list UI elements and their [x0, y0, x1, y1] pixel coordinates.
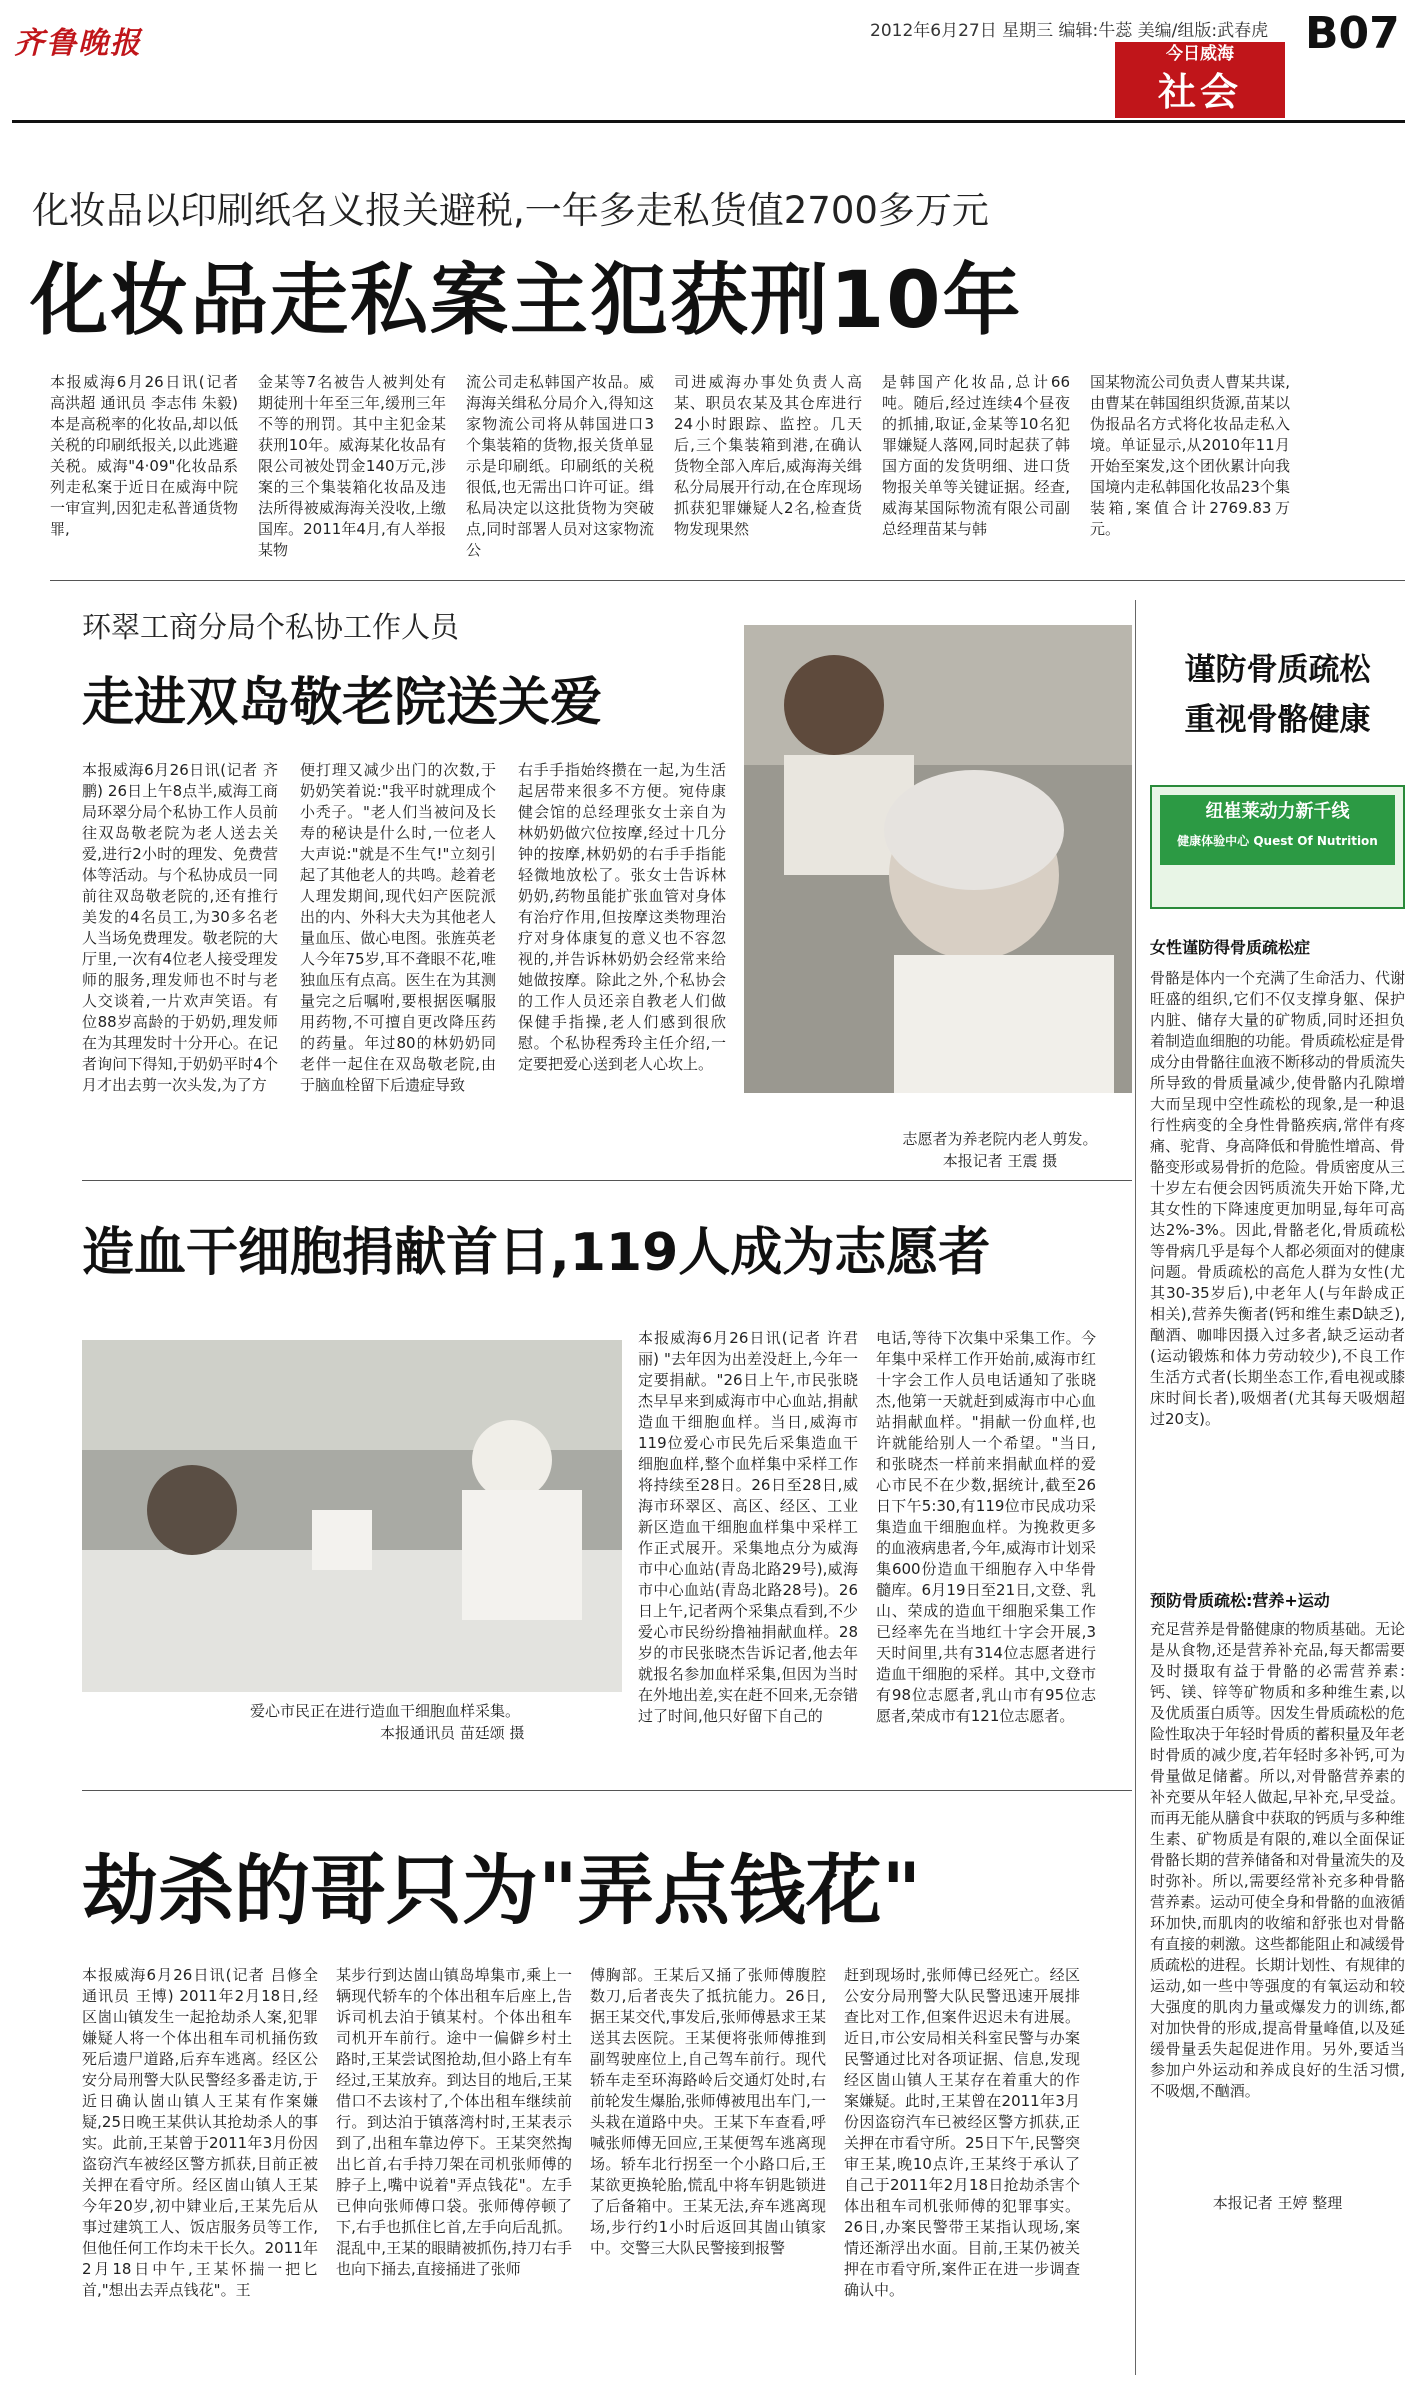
sidebar-divider: [1135, 600, 1136, 2375]
section-name: 社会: [1115, 66, 1285, 118]
sidebar-credit: 本报记者 王婷 整理: [1212, 2194, 1343, 2212]
story1-column-5: 是韩国产化妆品,总计66吨。随后,经过连续4个昼夜的抓捕,取证,金某等10名犯罪嫌疑人落网,同时起获了韩国方面的发货明细、进口货物报关单等关键证据。经查,威海某国际物流有限公司副总经理苗某与韩: [882, 373, 1070, 538]
story1-column-3: 流公司走私韩国产妆品。威海海关缉私分局介入,得知这家物流公司将从韩国进口3个集装箱的货物,报关货单显示是印刷纸。印刷纸的关税很低,也无需出口许可证。缉私局决定以这批货物为突破点,同时部署人员对这家物流公: [466, 373, 654, 559]
story4-column-1: 本报威海6月26日讯(记者 吕修全 通讯员 王博) 2011年2月18日,经区崮山镇发生一起抢劫杀人案,犯罪嫌疑人将一个体出租车司机捅伤致死后遗尸道路,后弃车逃离。经区公安分局刑警大队民警经多番走访,于近日确认崮山镇人王某有作案嫌疑,25日晚王某供认其抢劫杀人的事实。此前,王某曾于2011年3月份因盗窃汽车被经区警方抓获,目前正被关押在看守所。经区崮山镇人王某今年20岁,初中肄业后,王某先后从事过建筑工人、饭店服务员等工作,但他任何工作均未干长久。2011年2月18日中午,王某怀揣一把匕首,"想出去弄点钱花"。王: [82, 1966, 318, 2299]
story3-photo-credit: 本报通讯员 苗廷颂 摄: [380, 1724, 525, 1742]
blood-sampling-photo: [82, 1340, 622, 1692]
story1-column-1: 本报威海6月26日讯(记者 高洪超 通讯员 李志伟 朱毅) 本是高税率的化妆品,却以低关税的印刷纸报关,以此逃避关税。威海"4·09"化妆品系列走私案于近日在威海中院一审宣判,因犯走私普通货物罪,: [50, 373, 238, 538]
story1-column-4: 司进威海办事处负责人高某、职员农某及其仓库进行24小时跟踪、监控。几天后,三个集装箱到港,在确认货物全部入库后,威海海关缉私分局展开行动,在仓库现场抓获犯罪嫌疑人2名,检查货物发现果然: [674, 373, 862, 538]
sidebar-title-line2: 重视骨骼健康: [1184, 702, 1371, 738]
story3-headline: 造血干细胞捐献首日,119人成为志愿者: [82, 1223, 991, 1283]
blood-sampling-photo-illustration: [82, 1340, 622, 1692]
story1-divider: [50, 580, 1405, 581]
sidebar-paragraph-1: 骨骼是体内一个充满了生命活力、代谢旺盛的组织,它们不仅支撑身躯、保护内脏、储存大量的矿物质,同时还担负着制造血细胞的功能。骨质疏松症是骨成分由骨骼往血液不断移动的骨质流失所导致的骨质量减少,使骨骼内孔隙增大而呈现中空性疏松的现象,是一种退行性病变的全身性骨骼疾病,常伴有疼痛、驼背、身高降低和骨脆性增高、骨骼变形或易骨折的危险。骨质密度从三十岁左右便会因钙质流失开始下降,尤其女性的下降速度更加明显,每年可高达2%-3%。因此,骨骼老化,骨质疏松等骨病几乎是每个人都必须面对的健康问题。骨质疏松的高危人群为女性(尤其30-35岁后),中老年人(与年龄成正相关),营养失衡者(钙和维生素D缺乏),酗酒、咖啡因摄入过多者,缺乏运动者(运动锻炼和体力劳动较少),不良工作生活方式者(长期坐态工作,看电视或膝床时间长者),吸烟者(尤其每天吸烟超过20支)。: [1150, 969, 1405, 1428]
story4-column-2: 某步行到达崮山镇岛埠集市,乘上一辆现代轿车的个体出租车后座上,告诉司机去泊于镇某村。个体出租车司机开车前行。途中一偏僻乡村土路时,王某尝试图抢劫,但小路上有车经过,王某放弃。到达目的地后,王某借口不去该村了,个体出租车继续前行。到达泊于镇落湾村时,王某表示到了,出租车靠边停下。王某突然掏出匕首,右手持刀架在司机张师傅的脖子上,嘴中说着"弄点钱花"。左手已伸向张师傅口袋。张师傅停顿了下,右手也抓住匕首,左手向后乱抓。混乱中,王某的眼睛被抓伤,持刀右手也向下捅去,直接捅进了张师: [336, 1966, 572, 2278]
story2-column-2: 便打理又减少出门的次数,于奶奶笑着说:"我平时就理成个小秃子。"老人们当被问及长寿的秘诀是什么时,一位老人大声说:"就是不生气!"立刻引起了其他老人的共鸣。趁着老人理发期间,现代妇产医院派出的内、外科大夫为其他老人量血压、做心电图。张旌英老人今年75岁,耳不聋眼不花,唯独血压有点高。医生在为其测量完之后嘱咐,要根据医嘱服用药物,不可擅自更改降压药的药量。年过80的林奶奶同老伴一起住在双岛敬老院,由于脑血栓留下后遗症导致: [300, 761, 496, 1094]
story3-divider: [82, 1790, 1132, 1791]
promo-line2: 健康体验中心 Quest Of Nutrition: [1177, 834, 1378, 848]
section-top-label: 今日威海: [1115, 42, 1285, 66]
story4-column-3: 傅胸部。王某后又捅了张师傅腹腔数刀,后者丧失了抵抗能力。26日,据王某交代,事发后,张师傅悬求王某送其去医院。王某便将张师傅推到副驾驶座位上,自己驾车前行。现代轿车走至环海路岭后交通灯处时,右前轮发生爆胎,张师傅被甩出车门,一头栽在道路中央。王某下车查看,呼喊张师傅无回应,王某便驾车逃离现场。轿车北行拐至一个小路口后,王某欲更换轮胎,慌乱中将车钥匙锁进了后备箱中。王某无法,弃车逃离现场,步行约1小时后返回其崮山镇家中。交警三大队民警接到报警: [590, 1966, 826, 2257]
story1-column-6: 国某物流公司负责人曹某共谋,由曹某在韩国组织货源,苗某以伪报品名方式将化妆品走私入境。单证显示,从2010年11月开始至案发,这个团伙累计向我国境内走私韩国化妆品23个集装箱,案值合计2769.83万元。: [1090, 373, 1290, 538]
dateline: 2012年6月27日 星期三 编辑:牛蕊 美编/组版:武春虎: [870, 21, 1269, 41]
sidebar-subheading-1: 女性谨防得骨质疏松症: [1150, 938, 1311, 957]
story1-headline: 化妆品走私案主犯获刑10年: [30, 256, 1023, 346]
story3-photo-caption: 爱心市民正在进行造血干细胞血样采集。: [250, 1702, 521, 1720]
story2-column-1: 本报威海6月26日讯(记者 齐鹏) 26日上午8点半,威海工商局环翠分局个私协工作人员前往双岛敬老院为老人送去关爱,进行2小时的理发、免费营体等活动。与个私协成员一同前往双岛敬老院的,还有推行美发的4名员工,为30多名老人当场免费理发。敬老院的大厅里,一次有4位老人接受理发师的服务,理发师也不时与老人交谈着,一片欢声笑语。有位88岁高龄的于奶奶,理发师在为其理发时十分开心。在记者询问下得知,于奶奶平时4个月才出去剪一次头发,为了方: [82, 761, 278, 1094]
masthead-rule: [12, 120, 1405, 123]
sidebar-title-line1: 谨防骨质疏松: [1184, 652, 1371, 688]
story1-kicker: 化妆品以印刷纸名义报关避税,一年多走私货值2700多万元: [32, 189, 989, 232]
sidebar-subheading-2: 预防骨质疏松:营养+运动: [1150, 1591, 1330, 1610]
page-number: B07: [1305, 8, 1400, 59]
story2-divider: [82, 1180, 1132, 1181]
section-label: [1115, 42, 1285, 118]
story4-column-4: 赶到现场时,张师傅已经死亡。经区公安分局刑警大队民警迅速开展排查比对工作,但案件迟迟未有进展。近日,市公安局相关科室民警与办案民警通过比对各项证据、信息,发现经区崮山镇人王某存在着重大的作案嫌疑。此时,王某曾在2011年3月份因盗窃汽车已被经区警方抓获,正关押在市看守所。25日下午,民警突审王某,晚10点许,王某终于承认了自己于2011年2月18日抢劫杀害个体出租车司机张师傅的犯罪事实。26日,办案民警带王某指认现场,案情还渐浮出水面。目前,王某仍被关押在市看守所,案件正在进一步调查确认中。: [844, 1966, 1080, 2299]
story3-column-1: 本报威海6月26日讯(记者 许君丽) "去年因为出差没赶上,今年一定要捐献。"26日上午,市民张晓杰早早来到威海市中心血站,捐献造血干细胞血样。当日,威海市119位爱心市民先后采集造血干细胞血样,整个血样集中采样工作将持续至28日。26日至28日,威海市环翠区、高区、经区、工业新区造血干细胞血样集中采样工作正式展开。采集地点分为威海市中心血站(青岛北路29号),威海市中心血站(青岛北路28号)。26日上午,记者两个采集点看到,不少爱心市民纷纷撸袖捐献血样。28岁的市民张晓杰告诉记者,他去年就报名参加血样采集,但因为当时在外地出差,实在赶不回来,无奈错过了时间,他只好留下自己的: [638, 1329, 858, 1725]
haircut-photo-illustration: [744, 625, 1132, 1093]
sidebar-paragraph-2: 充足营养是骨骼健康的物质基础。无论是从食物,还是营养补充品,每天都需要及时摄取有益于骨骼的必需营养素:钙、镁、锌等矿物质和多种维生素,以及优质蛋白质等。因发生骨质疏松的危险性取决于年轻时骨质的蓄积量及年老时骨质的减少度,若年轻时多补钙,可为骨量做足储蓄。所以,对骨骼营养素的补充要从年轻人做起,早补充,早受益。而再无能从膳食中获取的钙质与多种维生素、矿物质是有限的,难以全面保证骨骼长期的营养储备和对骨量流失的及时弥补。所以,需要经常补充多种骨骼营养素。运动可使全身和骨骼的血液循环加快,而肌肉的收缩和舒张也对骨骼有直接的刺激。这些都能阻止和减缓骨质疏松的进程。长期计划性、有规律的运动,如一些中等强度的有氧运动和较大强度的肌肉力量或爆发力的训练,都对加快骨的形成,提高骨量峰值,以及延缓骨量丢失起促进作用。另外,要适当参加户外运动和养成良好的生活习惯,不吸烟,不酗酒。: [1150, 1620, 1405, 2100]
story2-kicker: 环翠工商分局个私协工作人员: [82, 610, 460, 644]
promo-inner: [1160, 795, 1395, 865]
promo-line1: 纽崔莱动力新千线: [1205, 801, 1350, 822]
story2-headline: 走进双岛敬老院送关爱: [82, 673, 603, 733]
newspaper-logo: 齐鲁晚报: [14, 26, 142, 61]
story2-photo-caption: 志愿者为养老院内老人剪发。: [902, 1130, 1098, 1148]
story2-photo-credit: 本报记者 王震 摄: [942, 1152, 1058, 1170]
nutrition-promo-banner: [1150, 785, 1405, 909]
story1-column-2: 金某等7名被告人被判处有期徒刑十年至三年,缓刑三年不等的刑罚。其中主犯金某获刑10年。威海某化妆品有限公司被处罚金140万元,涉案的三个集装箱化妆品及违法所得被威海海关没收,上缴国库。2011年4月,有人举报某物: [258, 373, 446, 559]
haircut-photo: [744, 625, 1132, 1093]
story3-column-2: 电话,等待下次集中采集工作。今年集中采样工作开始前,威海市红十字会工作人员电话通知了张晓杰,他第一天就赶到威海市中心血站捐献血样。"捐献一份血样,也许就能给别人一个希望。"当日,和张晓杰一样前来捐献血样的爱心市民不在少数,据统计,截至26日下午5:30,有119位市民成功采集造血干细胞血样。为挽救更多的血液病患者,今年,威海市计划采集600份造血干细胞存入中华骨髓库。6月19日至21日,文登、乳山、荣成的造血干细胞采集工作已经率先在当地红十字会开展,3天时间里,共有314位志愿者进行造血干细胞的采样。其中,文登市有98位志愿者,乳山市有95位志愿者,荣成市有121位志愿者。: [876, 1329, 1096, 1725]
story4-headline: 劫杀的哥只为"弄点钱花": [82, 1846, 922, 1935]
health-sidebar: [1150, 645, 1405, 2214]
story2-column-3: 右手手指始终攒在一起,为生活起居带来很多不方便。宛侍康健会馆的总经理张女士亲自为林奶奶做穴位按摩,经过十几分钟的按摩,林奶奶的右手手指能轻微地放松了。张女士告诉林奶奶,药物虽能扩张血管对身体有治疗作用,但按摩这类物理治疗对身体康复的意义也不容忽视的,并告诉林奶奶会经常来给她做按摩。除此之外,个私协会的工作人员还亲自教老人们做保健手指操,老人们感到很欣慰。个私协程秀玲主任介绍,一定要把爱心送到老人心坎上。: [518, 761, 726, 1073]
